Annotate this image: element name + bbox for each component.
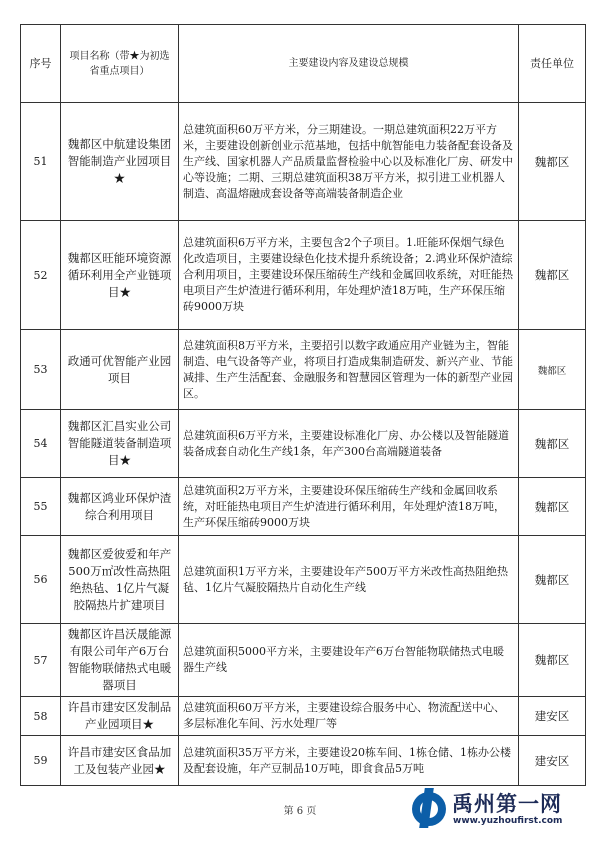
responsible-unit: 魏都区 [519,536,586,624]
table-row [21,697,586,736]
responsible-unit: 魏都区 [519,410,586,478]
row-number: 57 [21,624,61,697]
watermark-url: www.yuzhoufirst.com [453,816,563,826]
watermark-title: 禹州第一网 [452,792,562,816]
table-row [21,103,586,221]
responsible-unit: 魏都区 [519,221,586,330]
responsible-unit: 魏都区 [519,624,586,697]
table-row [21,221,586,330]
row-number: 59 [21,736,61,786]
table-row [21,410,586,478]
project-name: 魏都区汇昌实业公司智能隧道装备制造项目★ [61,410,179,478]
page-number: 第 6 页 [283,806,317,817]
table-row [21,624,586,697]
project-name: 魏都区旺能环境资源循环利用全产业链项目★ [61,221,179,330]
row-number: 55 [21,478,61,536]
project-content: 总建筑面积35万平方米，主要建设20栋车间、1栋仓储、1栋办公楼及配套设施，年产豆制品10万吨，即食食品5万吨 [179,736,519,786]
table-row [21,330,586,410]
row-number: 58 [21,697,61,736]
project-name: 政通可优智能产业园项目 [61,330,179,410]
project-name: 魏都区鸿业环保炉渣综合利用项目 [61,478,179,536]
header-unit: 责任单位 [519,25,586,103]
project-content: 总建筑面积8万平方米，主要招引以数字政通应用产业链为主，智能制造、电气设备等产业，将项目打造成集制造研发、新兴产业、节能减排、生产生活配套、金融服务和智慧园区管理为一体的新型产业园区。 [179,330,519,410]
project-name: 魏都区许昌沃晟能源有限公司年产6万台智能物联储热式电暖器项目 [61,624,179,697]
project-name: 魏都区中航建设集团智能制造产业园项目★ [61,103,179,221]
table-row [21,478,586,536]
row-number: 53 [21,330,61,410]
project-content: 总建筑面积1万平方米，主要建设年产500万平方米改性高热阻绝热毡、1亿片气凝胶隔热片自动化生产线 [179,536,519,624]
project-name: 魏都区爱彼爱和年产500万㎡改性高热阻绝热毡、1亿片气凝胶隔热片扩建项目 [61,536,179,624]
projects-table [20,24,586,786]
table-row [21,736,586,786]
responsible-unit: 魏都区 [519,103,586,221]
responsible-unit: 建安区 [519,736,586,786]
project-name: 许昌市建安区食品加工及包装产业园★ [61,736,179,786]
row-number: 56 [21,536,61,624]
responsible-unit: 魏都区 [519,330,586,410]
row-number: 54 [21,410,61,478]
row-number: 52 [21,221,61,330]
project-content: 总建筑面积60万平方米，主要建设综合服务中心、物流配送中心、多层标准化车间、污水处理厂等 [179,697,519,736]
header-content: 主要建设内容及建设总规模 [179,25,519,103]
responsible-unit: 魏都区 [519,478,586,536]
project-content: 总建筑面积2万平方米，主要建设环保压缩砖生产线和金属回收系统，对旺能热电项目产生炉渣进行循环利用，年处理炉渣18万吨，生产环保压缩砖9000万块 [179,478,519,536]
table-header-row [21,25,586,103]
site-watermark-logo [408,784,593,840]
project-content: 总建筑面积6万平方米，主要建设标准化厂房、办公楼以及智能隧道装备成套自动化生产线1条，年产300台高端隧道装备 [179,410,519,478]
project-content: 总建筑面积6万平方米，主要包含2个子项目。1.旺能环保烟气绿色化改造项目，主要建设绿色化技术提升系统设备；2.鸿业环保炉渣综合利用项目，主要建设环保压缩砖生产线和金属回收系统，对旺能热电项目产生炉渣进行循环利用，年处理炉渣18万吨，生产环保压缩砖9000万块 [179,221,519,330]
header-no: 序号 [21,25,61,103]
project-content: 总建筑面积5000平方米，主要建设年产6万台智能物联储热式电暖器生产线 [179,624,519,697]
row-number: 51 [21,103,61,221]
project-content: 总建筑面积60万平方米，分三期建设。一期总建筑面积22万平方米，主要建设创新创业示范基地，包括中航智能电力装备配套设备及生产线、国家机器人产品质量监督检验中心以及标准化厂房、研发中心等设施；二期、三期总建筑面积38万平方米，拟引进工业机器人制造、高温熔融成套设备等高端装备制造企业 [179,103,519,221]
table-row [21,536,586,624]
project-name: 许昌市建安区发制品产业园项目★ [61,697,179,736]
header-name: 项目名称（带★为初选省重点项目） [61,25,179,103]
responsible-unit: 建安区 [519,697,586,736]
